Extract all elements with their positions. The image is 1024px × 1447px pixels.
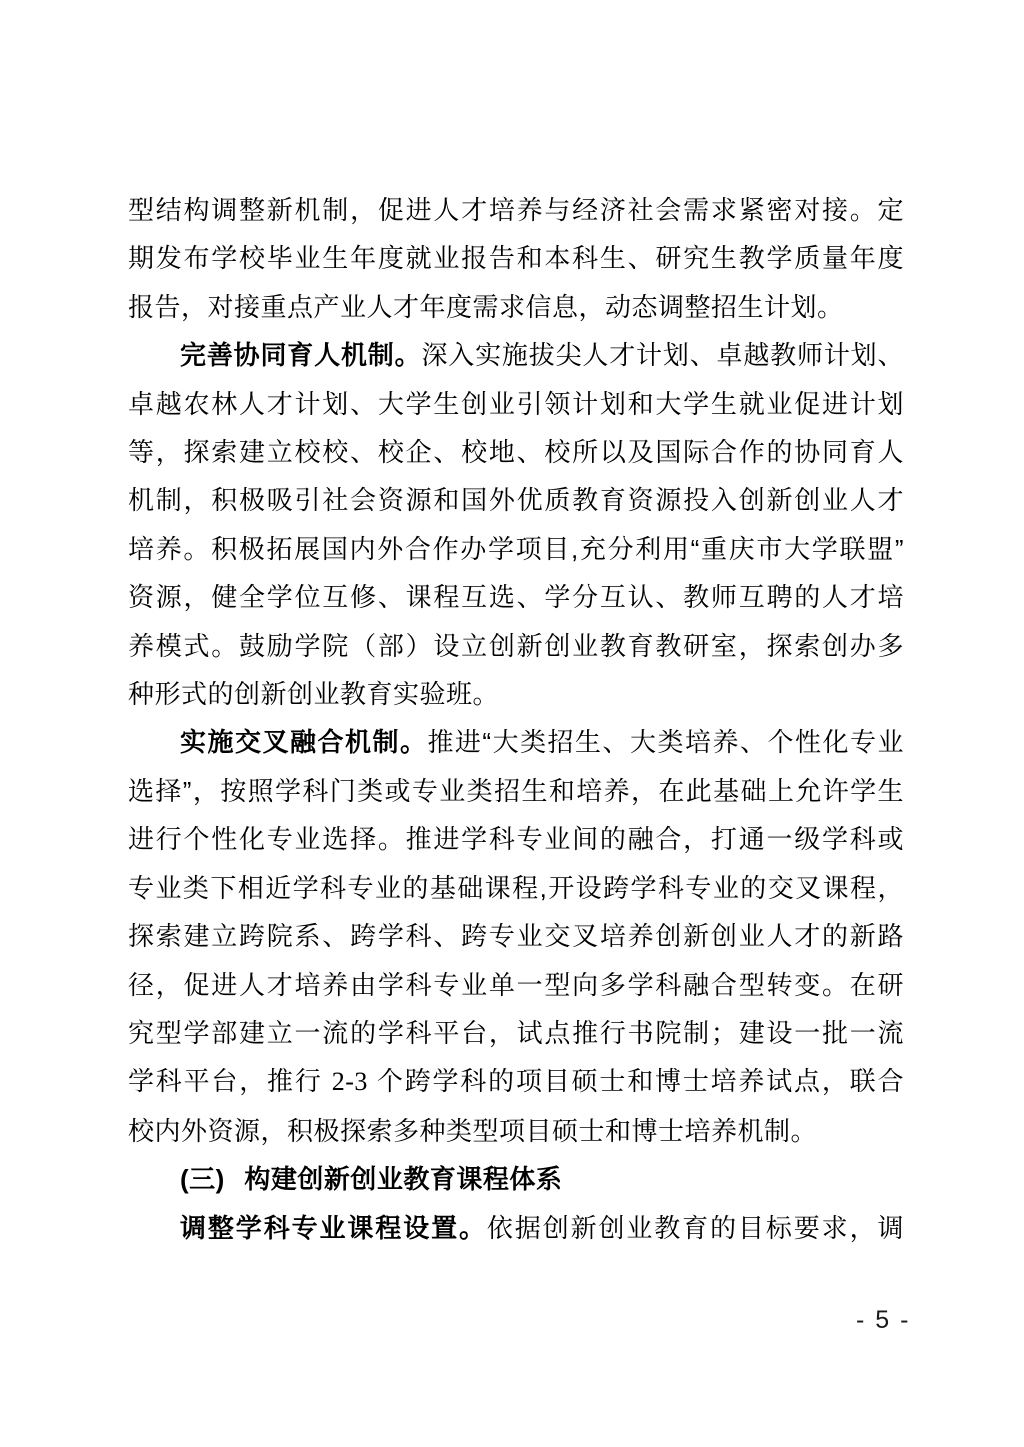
text-segment: 学科平台，推行: [128, 1066, 332, 1097]
text-line: [128, 1204, 904, 1252]
text-segment: 调整学科专业课程设置。: [180, 1212, 487, 1243]
text-line: [128, 186, 904, 234]
text-segment: 依据创新创业教育的目标要求，调: [486, 1212, 904, 1243]
text-segment: 选择”，按照学科门类或专业类招生和培养，在此基础上允许学生: [128, 775, 904, 806]
text-segment: 进行个性化专业选择。推进学科专业间的融合，打通一级学科或: [128, 824, 904, 855]
text-line: [128, 283, 904, 331]
text-segment: 机制，积极吸引社会资源和国外优质教育资源投入创新创业人才: [128, 485, 904, 516]
text-segment: 构建创新创业教育课程体系: [244, 1164, 563, 1195]
text-line: [128, 1057, 904, 1106]
text-line: [128, 331, 904, 379]
text-segment: 种形式的创新创业教育实验班。: [128, 679, 500, 710]
text-line: [128, 912, 904, 960]
text-segment: 2-3: [331, 1067, 368, 1097]
text-segment: 径，促进人才培养由学科专业单一型向多学科融合型转变。在研: [128, 969, 904, 1000]
page-number: - 5 -: [856, 1306, 911, 1334]
text-line: [128, 234, 904, 282]
text-segment: 专业类下相近学科专业的基础课程,开设跨学科专业的交叉课程，: [128, 872, 904, 903]
text-line: [128, 961, 904, 1009]
document-text-block: [128, 186, 904, 1252]
text-line: [128, 476, 904, 524]
section-heading-line: [128, 1155, 904, 1203]
text-segment: 资源，健全学位互修、课程互选、学分互认、教师互聘的人才培: [128, 582, 904, 613]
text-line: [128, 622, 904, 670]
text-segment: 型结构调整新机制，促进人才培养与经济社会需求紧密对接。定: [128, 195, 904, 225]
text-line: [128, 670, 904, 718]
text-segment: 探索建立跨院系、跨学科、跨专业交叉培养创新创业人才的新路: [128, 921, 904, 952]
text-line: [128, 718, 904, 766]
text-segment: 究型学部建立一流的学科平台，试点推行书院制；建设一批一流: [128, 1017, 904, 1048]
text-segment: 深入实施拔尖人才计划、卓越教师计划、: [421, 340, 904, 371]
text-segment: 报告，对接重点产业人才年度需求信息，动态调整招生计划。: [128, 291, 844, 322]
text-segment: 养模式。鼓励学院（部）设立创新创业教育教研室，探索创办多: [128, 630, 904, 661]
text-line: [128, 815, 904, 863]
text-segment: 校内外资源，积极探索多种类型项目硕士和博士培养机制。: [128, 1115, 818, 1146]
text-line: [128, 573, 904, 621]
text-segment: 个跨学科的项目硕士和博士培养试点，联合: [367, 1066, 904, 1097]
text-line: [128, 525, 904, 573]
text-segment: 实施交叉融合机制。: [180, 727, 428, 758]
text-line: [128, 1009, 904, 1057]
text-segment: 推进“大类招生、大类培养、个性化专业: [427, 727, 904, 758]
text-line: [128, 1107, 904, 1155]
text-line: [128, 428, 904, 476]
text-segment: (三): [180, 1164, 225, 1195]
text-line: [128, 767, 904, 815]
text-segment: 等，探索建立校校、校企、校地、校所以及国际合作的协同育人: [128, 437, 904, 468]
text-segment: 培养。积极拓展国内外合作办学项目,充分利用“重庆市大学联盟”: [128, 533, 904, 564]
text-segment: 完善协同育人机制。: [180, 340, 422, 371]
text-segment: 卓越农林人才计划、大学生创业引领计划和大学生就业促进计划: [128, 388, 904, 419]
text-line: [128, 380, 904, 428]
text-line: [128, 864, 904, 912]
text-segment: 期发布学校毕业生年度就业报告和本科生、研究生教学质量年度: [128, 243, 904, 274]
